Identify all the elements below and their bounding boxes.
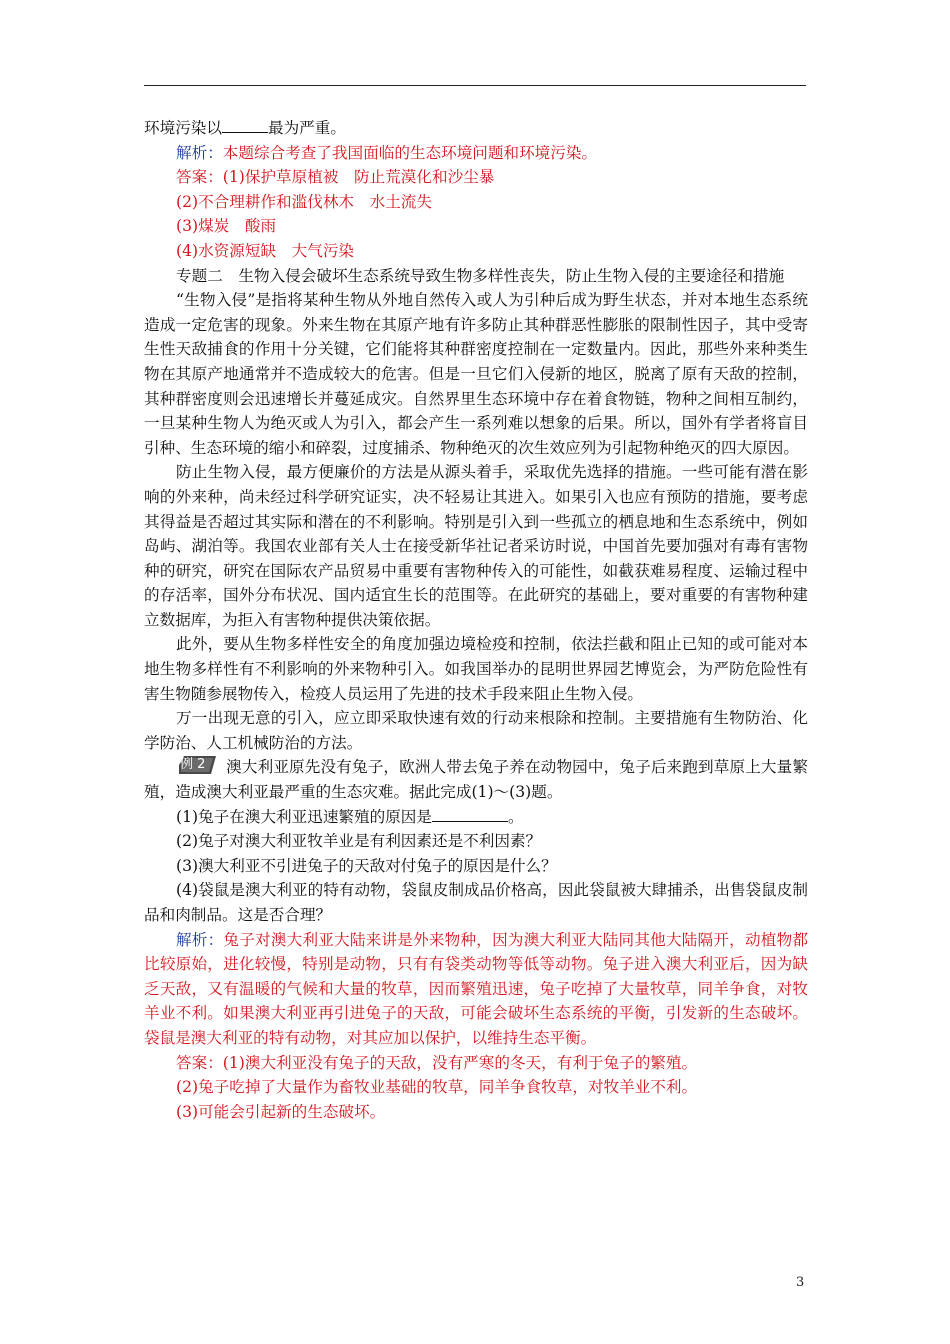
body-text: 最为严重。: [267, 119, 346, 137]
paragraph: [144, 805, 808, 830]
paragraph: [144, 190, 808, 215]
answer-text: (2)兔子吃掉了大量作为畜牧业基础的牧草，同羊争食牧草，对牧羊业不利。: [176, 1078, 698, 1097]
example-badge-icon: [176, 755, 218, 775]
body-text: 防止生物入侵，最方便廉价的方法是从源头着手，采取优先选择的措施。一些可能有潜在影响的外来种，尚未经过科学研究证实，决不轻易让其进入。如果引入也应有预防的措施，要考虑其得益是否超过其实际和潜在的不利影响。特别是引入到一些孤立的栖息地和生态系统中，例如岛屿、湖泊等。我国农业部有关人士在接受新华社记者采访时说，中国首先要加强对有毒有害物种的研究，研究在国际农产品贸易中重要有害物种传入的可能性，如截获难易程度、运输过程中的存活率，国外分布状况、国内适宜生长的范围等。在此研究的基础上，要对重要的有害物种建立数据库，为拒入有害物种提供决策依据。: [144, 463, 808, 629]
paragraph: [144, 755, 808, 804]
paragraph: [144, 1075, 808, 1100]
header-rule: [144, 85, 806, 86]
paragraph: [144, 239, 808, 264]
body-text: (2)兔子对澳大利亚牧羊业是有利因素还是不利因素？: [176, 832, 542, 851]
example-badge-label: 例 2: [180, 757, 206, 773]
body-text: 。: [508, 807, 524, 826]
paragraph: [144, 854, 808, 879]
paragraph: [144, 264, 808, 289]
body-text: (1)兔子在澳大利亚迅速繁殖的原因是: [176, 807, 432, 826]
body-text: 万一出现无意的引入，应立即采取快速有效的行动来根除和控制。主要措施有生物防治、化学防治、人工机械防治的方法。: [144, 709, 808, 752]
paragraph: [144, 141, 808, 166]
paragraph: [144, 632, 808, 706]
paragraph: [144, 460, 808, 632]
answer-text: 兔子对澳大利亚大陆来讲是外来物种，因为澳大利亚大陆同其他大陆隔开，动植物都比较原始，进化较慢，特别是动物，只有有袋类动物等低等动物。兔子进入澳大利亚后，因为缺乏天敌，又有温暖的气候和大量的牧草，因而繁殖迅速，兔子吃掉了大量牧草，同羊争食，对牧羊业不利。如果澳大利亚再引进兔子的天敌，可能会破坏生态系统的平衡，引发新的生态破坏。袋鼠是澳大利亚的特有动物，对其应加以保护，以维持生态平衡。: [144, 930, 808, 1047]
paragraph: [144, 878, 808, 927]
page-number: 3: [796, 1275, 805, 1290]
answer-text: 答案：(1)澳大利亚没有兔子的天敌，没有严寒的冬天，有利于兔子的繁殖。: [176, 1053, 698, 1072]
paragraph: [144, 116, 808, 141]
body-text: (3)澳大利亚不引进兔子的天敌对付兔子的原因是什么？: [176, 856, 557, 875]
body-text: 环境污染以: [144, 119, 222, 137]
paragraph: [144, 214, 808, 239]
paragraph: [144, 1100, 808, 1125]
body-text: 专题二 生物入侵会破坏生态系统导致生物多样性丧失，防止生物入侵的主要途径和措施: [176, 266, 785, 285]
answer-text: (4)水资源短缺 大气污染: [176, 241, 355, 260]
answer-text: 本题综合考查了我国面临的生态环境问题和环境污染。: [222, 143, 598, 162]
answer-text: (2)不合理耕作和滥伐林木 水土流失: [176, 192, 432, 211]
paragraph: [144, 1051, 808, 1076]
paragraph: [144, 706, 808, 755]
paragraph: [144, 829, 808, 854]
answer-text: (3)煤炭 酸雨: [176, 217, 277, 236]
body-text: (4)袋鼠是澳大利亚的特有动物，袋鼠皮制成品价格高，因此袋鼠被大肆捕杀，出售袋鼠皮制品和肉制品。这是否合理？: [144, 881, 808, 924]
label-text: 解析：: [176, 930, 224, 949]
document-body: [144, 116, 808, 1124]
fill-in-blank: [432, 807, 508, 822]
paragraph: [144, 928, 808, 1051]
body-text: 澳大利亚原先没有兔子，欧洲人带去兔子养在动物园中，兔子后来跑到草原上大量繁殖，造成澳大利亚最严重的生态灾难。据此完成(1)～(3)题。: [144, 758, 808, 802]
body-text: 此外，要从生物多样性安全的角度加强边境检疫和控制，依法拦截和阻止已知的或可能对本地生物多样性有不利影响的外来物种引入。如我国举办的昆明世界园艺博览会，为严防危险性有害生物随参展物传入，检疫人员运用了先进的技术手段来阻止生物入侵。: [144, 635, 808, 703]
fill-in-blank: [222, 118, 268, 133]
body-text: “生物入侵”是指将某种生物从外地自然传入或人为引种后成为野生状态，并对本地生态系统造成一定危害的现象。外来生物在其原产地有许多防止其种群恶性膨胀的限制性因子，其中受寄生性天敌捕食的作用十分关键，它们能将其种群密度控制在一定数量内。因此，那些外来种类生物在其原产地通常并不造成较大的危害。但是一旦它们入侵新的地区，脱离了原有天敌的控制，其种群密度则会迅速增长并蔓延成灾。自然界里生态环境中存在着食物链，物种之间相互制约，一旦某种生物人为绝灭或人为引入，都会产生一系列难以想象的后果。所以，国外有学者将盲目引种、生态环境的缩小和碎裂，过度捕杀、物种绝灭的次生效应列为引起物种绝灭的四大原因。: [144, 291, 808, 457]
answer-text: (3)可能会引起新的生态破坏。: [176, 1102, 386, 1121]
answer-text: 答案：(1)保护草原植被 防止荒漠化和沙尘暴: [176, 168, 495, 187]
paragraph: [144, 165, 808, 190]
paragraph: [144, 288, 808, 460]
label-text: 解析：: [176, 143, 223, 162]
